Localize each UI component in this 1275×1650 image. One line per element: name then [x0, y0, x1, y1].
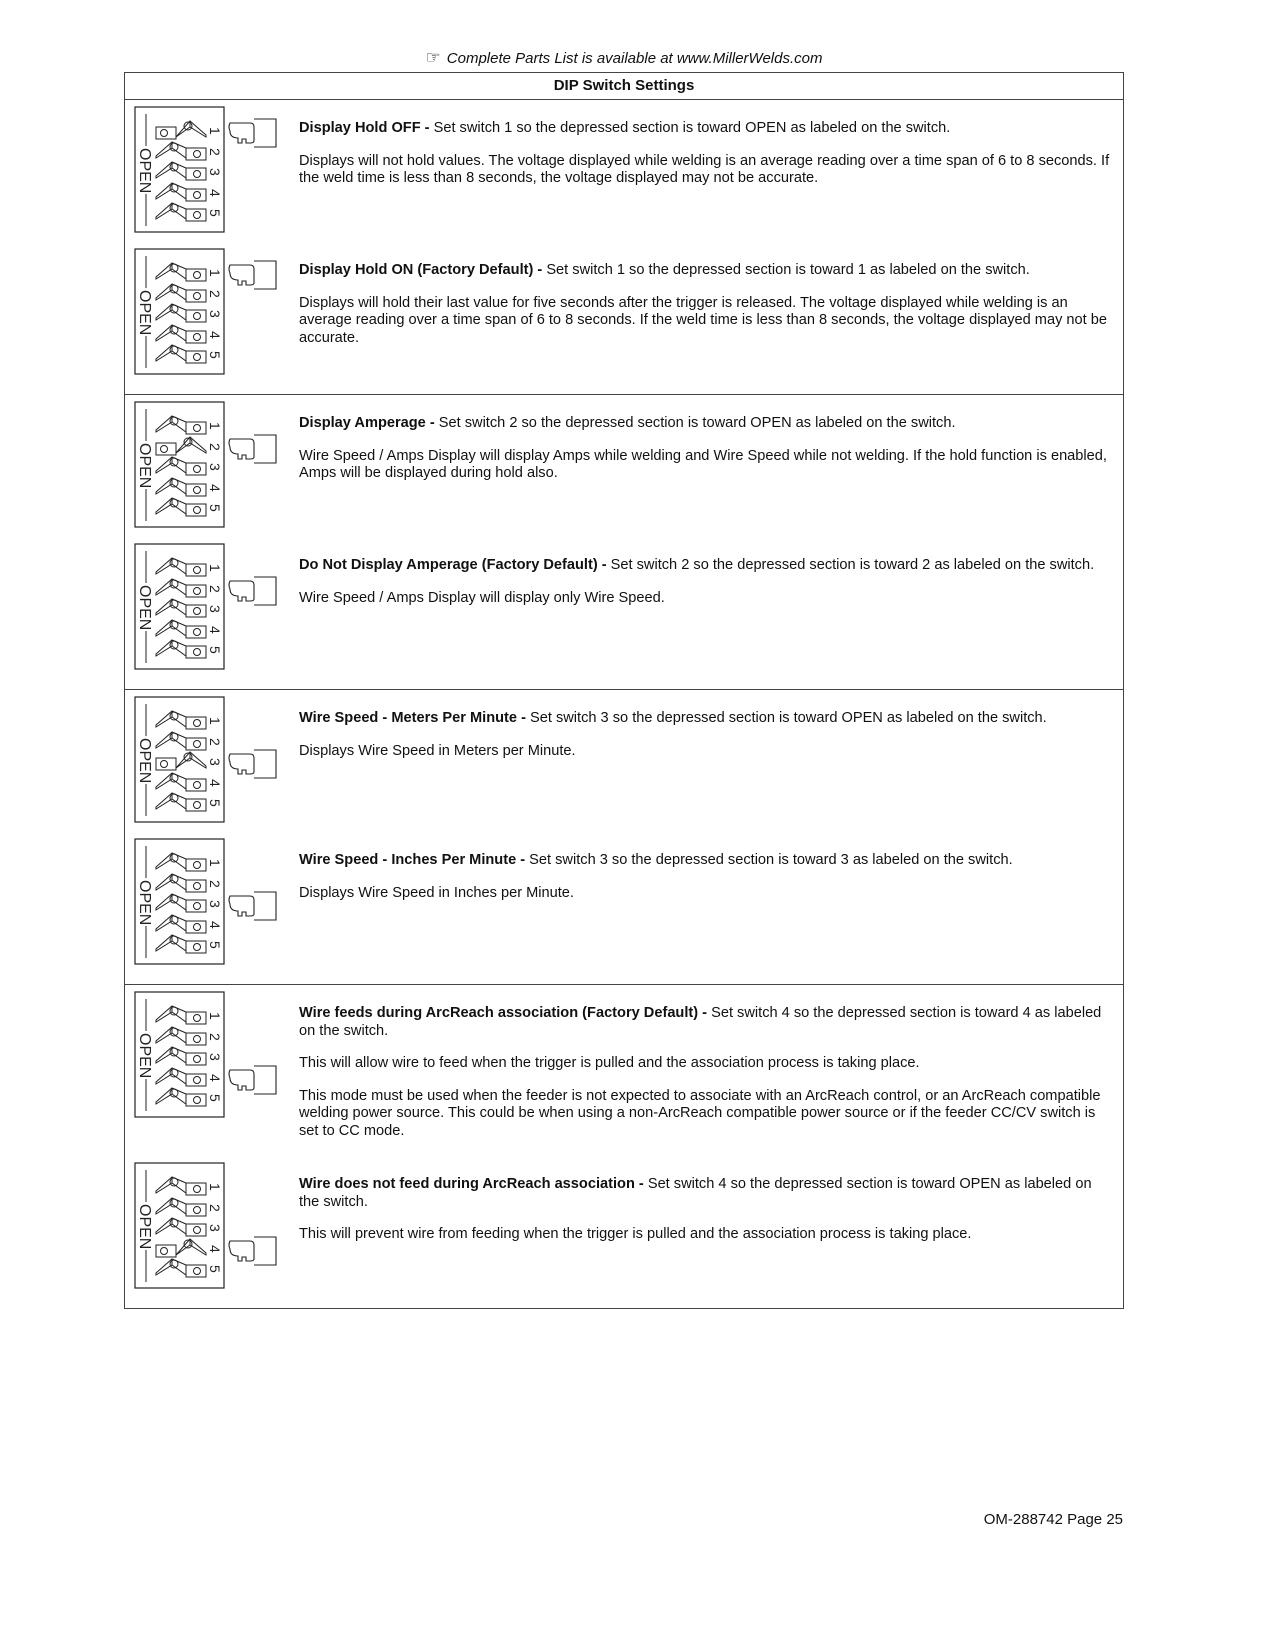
dip-switch-figure	[134, 1162, 299, 1297]
svg-text:OPEN: OPEN	[136, 148, 153, 194]
setting-entry	[125, 543, 1123, 678]
setting-description	[299, 991, 1123, 1155]
svg-text:5: 5	[207, 799, 223, 807]
setting-title: Do Not Display Amperage (Factory Default) -	[299, 557, 607, 573]
dip-switch-figure	[134, 248, 299, 383]
dip-switch-diagram	[134, 543, 284, 671]
dip-switch-figure	[134, 106, 299, 241]
svg-text:1: 1	[207, 1012, 223, 1020]
dip-switch-diagram	[134, 1162, 284, 1290]
svg-text:3: 3	[207, 1224, 223, 1232]
svg-text:OPEN: OPEN	[136, 1204, 153, 1250]
setting-title: Display Hold ON (Factory Default) -	[299, 262, 543, 278]
setting-description	[299, 543, 1123, 678]
svg-text:3: 3	[207, 463, 223, 471]
svg-text:4: 4	[207, 779, 223, 787]
dip-switch-figure	[134, 991, 299, 1155]
svg-text:2: 2	[207, 585, 223, 593]
pointing-hand-icon	[229, 577, 276, 605]
setting-description	[299, 106, 1123, 241]
setting-instruction: Set switch 4 so the depressed section is toward OPEN as labeled on the switch.	[299, 1176, 1092, 1210]
pointing-hand-icon	[229, 892, 276, 920]
note-text: Complete Parts List is available at www.MillerWelds.com	[446, 50, 823, 67]
setting-description	[299, 1162, 1123, 1297]
svg-text:2: 2	[207, 880, 223, 888]
setting-detail: This mode must be used when the feeder is not expected to associate with an ArcReach control, or an ArcReach compatible welding power source. This could be when using a non-ArcReach compatible power source or if the feeder CC/CV switch is set to CC mode.	[299, 1087, 1101, 1139]
dip-switch-diagram	[134, 838, 284, 966]
svg-text:5: 5	[207, 1094, 223, 1102]
dip-switch-diagram	[134, 248, 284, 376]
dip-switch-figure	[134, 401, 299, 536]
dip-switch-diagram	[134, 696, 284, 824]
setting-title: Wire Speed - Meters Per Minute -	[299, 710, 526, 726]
svg-text:5: 5	[207, 941, 223, 949]
svg-text:3: 3	[207, 310, 223, 318]
settings-group	[125, 100, 1123, 395]
setting-entry	[125, 838, 1123, 973]
svg-text:OPEN: OPEN	[136, 1033, 153, 1079]
setting-detail: Displays will not hold values. The voltage displayed while welding is an average reading over a time span of 6 to 8 seconds. If the weld time is less than 8 seconds, the voltage displayed may not be accurate.	[299, 152, 1110, 186]
setting-entry	[125, 1162, 1123, 1297]
setting-instruction: Set switch 1 so the depressed section is toward 1 as labeled on the switch.	[542, 262, 1030, 278]
svg-text:5: 5	[207, 351, 223, 359]
svg-text:2: 2	[207, 1204, 223, 1212]
setting-entry	[125, 106, 1123, 241]
svg-text:5: 5	[207, 209, 223, 217]
setting-detail: This will prevent wire from feeding when the trigger is pulled and the association process is taking place.	[299, 1226, 972, 1242]
svg-text:2: 2	[207, 290, 223, 298]
setting-detail: This will allow wire to feed when the trigger is pulled and the association process is taking place.	[299, 1055, 920, 1071]
svg-text:3: 3	[207, 168, 223, 176]
dip-switch-figure	[134, 838, 299, 973]
dip-switch-table	[124, 72, 1124, 1309]
svg-text:5: 5	[207, 504, 223, 512]
setting-title: Wire feeds during ArcReach association (Factory Default) -	[299, 1005, 708, 1021]
setting-entry	[125, 248, 1123, 383]
setting-title: Display Amperage -	[299, 415, 435, 431]
dip-switch-figure	[134, 696, 299, 831]
setting-entry	[125, 696, 1123, 831]
setting-detail: Displays Wire Speed in Inches per Minute.	[299, 884, 574, 901]
svg-text:1: 1	[207, 717, 223, 725]
setting-instruction: Set switch 2 so the depressed section is toward OPEN as labeled on the switch.	[434, 415, 956, 431]
svg-text:1: 1	[207, 564, 223, 572]
pointing-hand-icon	[229, 435, 276, 463]
svg-text:1: 1	[207, 422, 223, 430]
svg-text:4: 4	[207, 626, 223, 634]
dip-switch-diagram	[134, 106, 284, 234]
svg-text:1: 1	[207, 127, 223, 135]
setting-title: Wire Speed - Inches Per Minute -	[299, 852, 526, 868]
svg-text:OPEN: OPEN	[136, 585, 153, 631]
svg-text:5: 5	[207, 646, 223, 654]
svg-text:OPEN: OPEN	[136, 290, 153, 336]
setting-detail: Wire Speed / Amps Display will display only Wire Speed.	[299, 589, 665, 606]
svg-text:3: 3	[207, 605, 223, 613]
settings-group	[125, 690, 1123, 985]
pointing-hand-icon	[229, 1066, 276, 1094]
svg-text:3: 3	[207, 900, 223, 908]
setting-detail: Displays Wire Speed in Meters per Minute.	[299, 742, 576, 759]
setting-entry	[125, 401, 1123, 536]
svg-text:1: 1	[207, 269, 223, 277]
svg-text:4: 4	[207, 1074, 223, 1082]
setting-description	[299, 401, 1123, 536]
svg-text:OPEN: OPEN	[136, 880, 153, 926]
setting-description	[299, 248, 1123, 383]
setting-title: Wire does not feed during ArcReach association -	[299, 1176, 644, 1192]
pointing-hand-icon	[229, 119, 276, 147]
svg-text:4: 4	[207, 189, 223, 197]
svg-text:2: 2	[207, 148, 223, 156]
parts-list-note	[0, 48, 1248, 68]
svg-text:2: 2	[207, 1033, 223, 1041]
setting-detail: Wire Speed / Amps Display will display Amps while welding and Wire Speed while not welding. If the hold function is enabled, Amps will be displayed during hold also.	[299, 447, 1107, 481]
settings-group	[125, 395, 1123, 690]
svg-text:1: 1	[207, 859, 223, 867]
setting-description	[299, 838, 1123, 973]
pointing-hand-icon	[229, 750, 276, 778]
pointing-hand-icon	[229, 1237, 276, 1265]
setting-description	[299, 696, 1123, 831]
svg-text:OPEN: OPEN	[136, 443, 153, 489]
svg-text:4: 4	[207, 331, 223, 339]
table-title: DIP Switch Settings	[125, 73, 1123, 100]
settings-group	[125, 985, 1123, 1308]
page-footer: OM-288742 Page 25	[983, 1511, 1123, 1528]
dip-switch-figure	[134, 543, 299, 678]
svg-text:2: 2	[207, 443, 223, 451]
svg-text:5: 5	[207, 1265, 223, 1273]
pointing-hand-icon: ☞	[425, 48, 441, 67]
svg-text:2: 2	[207, 738, 223, 746]
dip-switch-diagram	[134, 991, 284, 1119]
setting-entry	[125, 991, 1123, 1155]
setting-instruction: Set switch 1 so the depressed section is toward OPEN as labeled on the switch.	[429, 120, 951, 136]
svg-text:4: 4	[207, 1245, 223, 1253]
setting-detail: Displays will hold their last value for five seconds after the trigger is released. The voltage displayed while welding is an average reading over a time span of 6 to 8 seconds. If the weld time is less than 8 seconds, the voltage displayed may not be accurate.	[299, 294, 1107, 346]
pointing-hand-icon	[229, 261, 276, 289]
setting-title: Display Hold OFF -	[299, 120, 430, 136]
setting-instruction: Set switch 4 so the depressed section is toward 4 as labeled on the switch.	[299, 1005, 1102, 1039]
dip-switch-diagram	[134, 401, 284, 529]
svg-text:4: 4	[207, 484, 223, 492]
svg-text:3: 3	[207, 758, 223, 766]
setting-instruction: Set switch 3 so the depressed section is toward OPEN as labeled on the switch.	[525, 710, 1047, 726]
svg-text:4: 4	[207, 921, 223, 929]
setting-instruction: Set switch 3 so the depressed section is toward 3 as labeled on the switch.	[525, 852, 1013, 868]
svg-text:3: 3	[207, 1053, 223, 1061]
svg-text:1: 1	[207, 1183, 223, 1191]
svg-text:OPEN: OPEN	[136, 738, 153, 784]
setting-instruction: Set switch 2 so the depressed section is toward 2 as labeled on the switch.	[606, 557, 1095, 573]
